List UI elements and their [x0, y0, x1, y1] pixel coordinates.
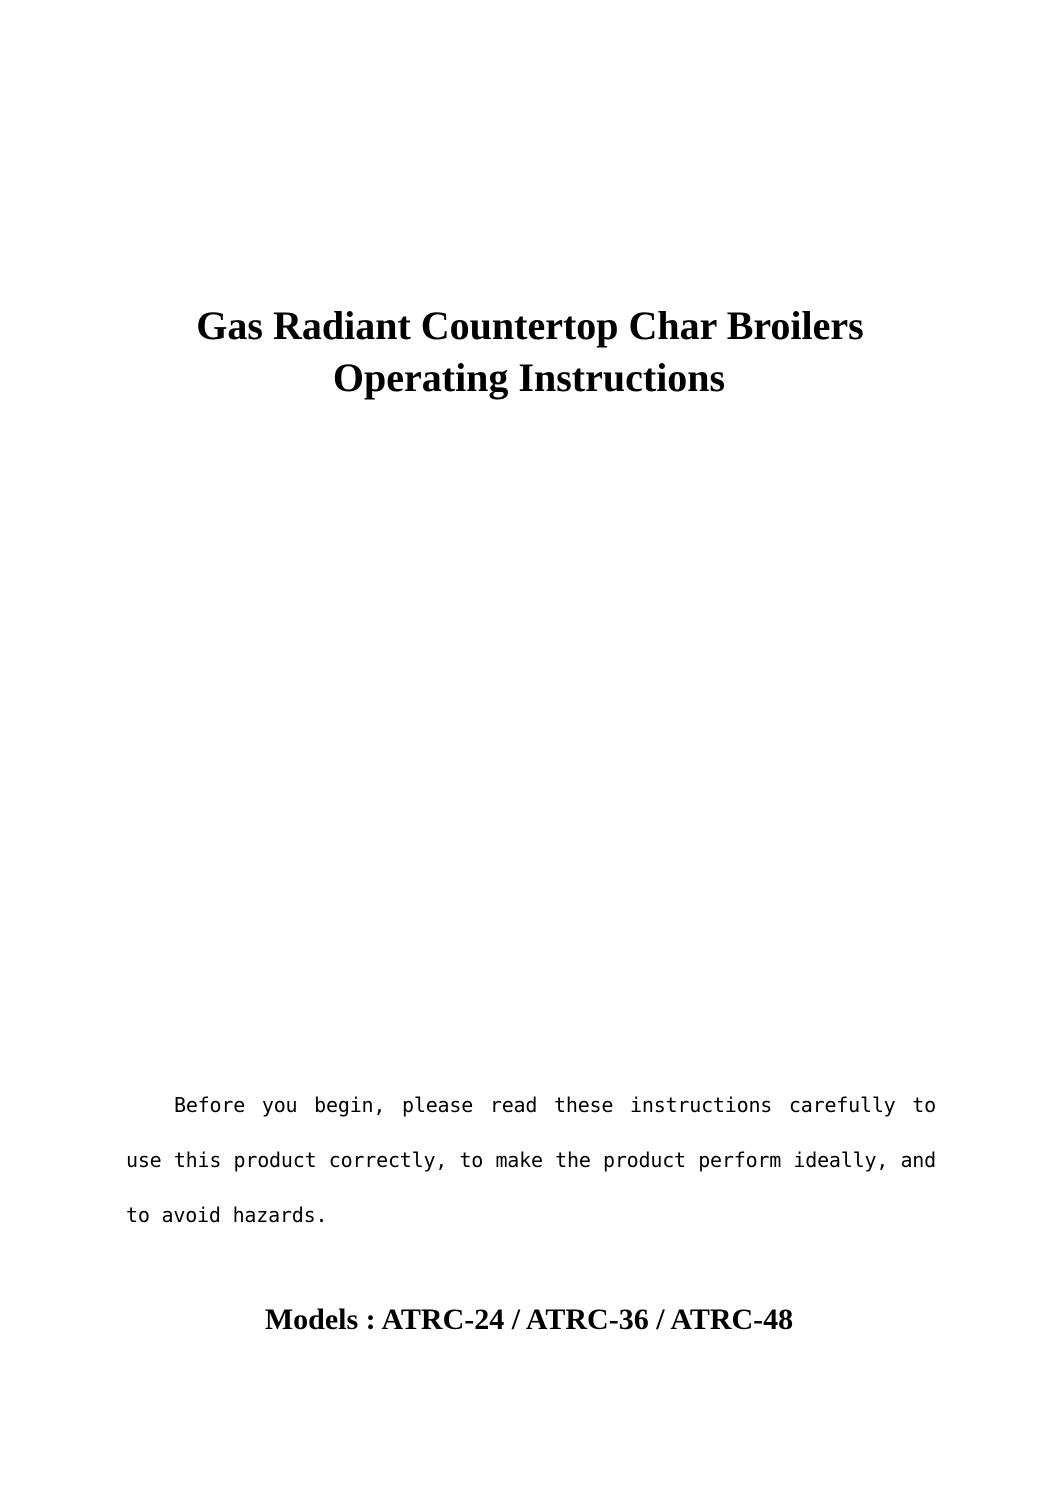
title-line-2: Operating Instructions: [332, 355, 726, 400]
models-label: Models : ATRC-24 / ATRC-36 / ATRC-48: [264, 1303, 794, 1336]
document-title: [0, 300, 1058, 404]
title-line-1: Gas Radiant Countertop Char Broilers: [196, 303, 864, 348]
intro-paragraph: Before you begin, please read these instructions carefully to use this product correctly, to make the product perform ideally, and to avoid hazards.: [126, 1093, 936, 1227]
